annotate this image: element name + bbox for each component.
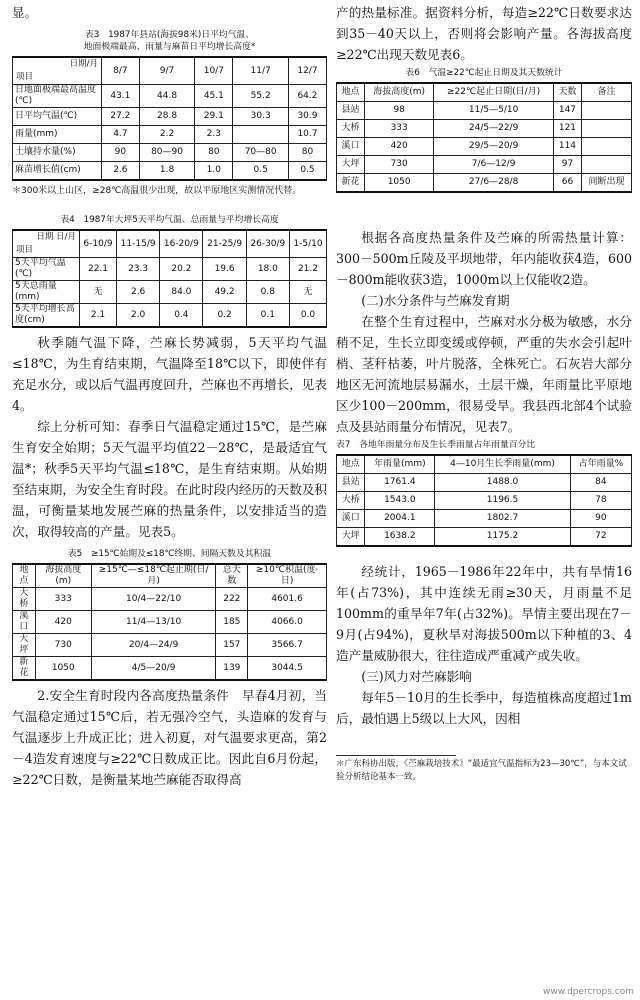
t4-col-header: 11-15/9 [117, 230, 160, 258]
t6-col-header: 海拔高度(m) [365, 83, 434, 102]
table-row [13, 588, 327, 611]
table-cell: 10/4—22/10 [91, 588, 216, 611]
paragraph-heat-standard: 产的热量标准。据资料分析，每造≥22℃日数要求达到35－40天以上，否则将会影响产量。各海拔高度≥22℃出现天数见表6。 [336, 5, 632, 62]
table-cell: 98 [365, 102, 434, 120]
table-cell: 新花 [13, 657, 36, 681]
section-wind-heading: (三)风力对苎麻影响 [361, 669, 472, 684]
table-row [337, 174, 632, 193]
table-cell: 66 [553, 174, 581, 193]
table-cell: 90 [102, 144, 140, 162]
section-water-heading: (二)水分条件与苎麻发育期 [361, 293, 510, 308]
table-cell: 溪口 [13, 611, 36, 634]
table-cell [581, 156, 631, 174]
table-cell: 420 [35, 611, 91, 634]
table-cell: 3044.5 [248, 657, 327, 681]
table-cell: 80 [288, 144, 326, 162]
table-cell: 大坪 [337, 156, 365, 174]
t6-col-header: 备注 [581, 83, 631, 102]
table-row [13, 126, 327, 144]
table-cell: 18.0 [246, 258, 289, 281]
table-3-note: ＊300米以上山区，≥28℃高温很少出现，故以平原地区实测情况代替。 [12, 186, 302, 196]
table-cell: 44.8 [139, 85, 195, 108]
paragraph-water: 在整个生育过程中，苎麻对水分极为敏感，水分稍不足，生长立即变缓或停顿，严重的失水会引起叶梢、茎秆枯萎，叶片脱落，全株死亡。石灰岩大部分地区无河流地层易漏水，土层干燥，年雨量比平原地区少100－200mm，很易受旱。我县西北部4个试验点及县站雨量分布情况，见表7。 [336, 314, 632, 434]
table-5-caption: 表5 ≥15℃始期及≤18℃终期、间隔天数及其积温 [67, 549, 272, 559]
paragraph-autumn: 秋季随气温下降，苎麻长势减弱，5天平均气温≤18℃，为生育结束期，气温降至18℃以下，即使伴有充足水分，或以后气温再度回升，苎麻也不再增长，见表4。 [12, 335, 327, 413]
row-label: 日平均气温(℃) [13, 108, 102, 126]
table-7-caption: 表7 各地年雨量分布及生长季雨量占年雨量百分比 [336, 440, 536, 450]
table-cell: 2.6 [117, 281, 160, 304]
table-cell: 730 [35, 634, 91, 657]
t3-col-header: 8/7 [102, 57, 140, 85]
table-cell: 730 [365, 156, 434, 174]
top-text: 显。 [12, 5, 38, 20]
table-row [337, 510, 632, 528]
table-cell: 64.2 [288, 85, 326, 108]
table-6 [336, 67, 632, 193]
t6-col-header: 地点 [337, 83, 365, 102]
table-cell: 1050 [365, 174, 434, 193]
table-3-corner [13, 57, 102, 85]
table-cell: 4.7 [102, 126, 140, 144]
table-3-corner-bottom: 项目 [16, 72, 34, 82]
table-row [13, 634, 327, 657]
table-cell: 2.1 [80, 304, 117, 328]
table-cell: 3566.7 [248, 634, 327, 657]
table-row [13, 304, 327, 328]
table-cell: 7/6—12/9 [434, 156, 554, 174]
paragraph-drought: 经统计，1965－1986年22年中，共有旱情16年(占73%)，其中连续无雨≥30天，月雨量不足100mm的重旱年7年(占32%)。旱情主要出现在7－9月(占94%)，夏秋旱对海拔500m以下种植的3、4造产量威胁很大，往往造成严重减产或失收。 [336, 564, 632, 663]
table-cell: 84 [570, 474, 631, 492]
table-row [337, 120, 632, 138]
table-cell: 49.2 [203, 281, 246, 304]
table-cell: 无 [289, 281, 326, 304]
row-label: 5天平均气温(℃) [13, 258, 80, 281]
table-cell: 78 [570, 492, 631, 510]
t5-col-header: 地点 [13, 564, 36, 588]
table-row [337, 138, 632, 156]
table-7-grid [336, 454, 632, 547]
t7-col-header: 占年雨量% [570, 455, 631, 474]
table-cell: 2004.1 [365, 510, 435, 528]
footnote: ＊广东科协出版，《苎麻栽培技术》“最适宜气温指标为23—30℃”，与本文试验分析结论基本一致。 [336, 759, 627, 782]
table-cell: 大坪 [13, 634, 36, 657]
table-cell: 11/4—13/10 [91, 611, 216, 634]
t5-col-header: ≥15℃—≤18℃起止期(日/月) [91, 564, 216, 588]
table-cell: 27.2 [102, 108, 140, 126]
table-cell: 1175.2 [435, 528, 571, 547]
table-cell: 2.0 [117, 304, 160, 328]
paragraph-heat-conditions: 2.安全生育时段内各高度热量条件 早春4月初，当气温稳定通过15℃后，若无强冷空气，头造麻的发育与气温逐步上升成正比；进入初夏，对气温要求更高，第2－4造发育速度与≥22℃日数成正比。因此自6月份起，≥22℃日数，是衡量某地苎麻能否取得高 [12, 688, 327, 787]
table-cell: 1488.0 [435, 474, 571, 492]
table-7 [336, 439, 632, 547]
table-cell: 1.8 [139, 162, 195, 181]
table-3 [12, 29, 327, 198]
table-row [13, 281, 327, 304]
table-4-caption: 表4 1987年大坪5天平均气温、总雨量与平均增长高度 [60, 215, 279, 225]
row-label: 雨量(mm) [13, 126, 102, 144]
table-cell: 23.3 [117, 258, 160, 281]
t4-col-header: 16-20/9 [160, 230, 203, 258]
t6-col-header: ≥22℃起止日期(日/月) [434, 83, 554, 102]
t4-col-header: 26-30/9 [246, 230, 289, 258]
table-4-corner-top: 日期 日/月 [36, 232, 76, 242]
table-cell: 0.4 [160, 304, 203, 328]
table-cell: 43.1 [102, 85, 140, 108]
table-cell: 80 [195, 144, 233, 162]
table-cell: 333 [365, 120, 434, 138]
table-cell: 420 [365, 138, 434, 156]
row-label: 日地面极端最高温度(℃) [13, 85, 102, 108]
table-cell: 114 [553, 138, 581, 156]
table-cell: 溪口 [337, 510, 365, 528]
table-row [337, 156, 632, 174]
table-cell: 55.2 [233, 85, 289, 108]
table-cell: 157 [216, 634, 248, 657]
t7-col-header: 年雨量(mm) [365, 455, 435, 474]
table-cell: 2.2 [139, 126, 195, 144]
table-5-grid [12, 563, 327, 681]
table-cell: 0.2 [203, 304, 246, 328]
table-cell: 1196.5 [435, 492, 571, 510]
table-cell: 97 [553, 156, 581, 174]
table-cell: 80—90 [139, 144, 195, 162]
table-4-grid [12, 229, 327, 328]
table-row [337, 528, 632, 547]
t5-col-header: 海拔高度(m) [35, 564, 91, 588]
table-cell [581, 102, 631, 120]
table-cell: 30.3 [233, 108, 289, 126]
table-cell: 间断出现 [581, 174, 631, 193]
table-cell: 大桥 [337, 120, 365, 138]
table-cell: 1638.2 [365, 528, 435, 547]
table-cell: 1.0 [195, 162, 233, 181]
paragraph-wind: 每年5－10月的生长季中，每造植株高度超过1m后，最怕遇上5级以上大风，因相 [336, 690, 632, 726]
table-4 [12, 214, 327, 328]
table-cell: 121 [553, 120, 581, 138]
t3-col-header: 10/7 [195, 57, 233, 85]
table-row [13, 85, 327, 108]
watermark: www.dpercrops.com [542, 987, 634, 997]
table-4-corner-bottom: 项目 [16, 245, 34, 255]
t3-col-header: 12/7 [288, 57, 326, 85]
table-3-caption: 表3 1987年县站(海拔98米)日平均气温、 [84, 30, 255, 40]
row-label: 麻苗增长值(cm) [13, 162, 102, 181]
table-cell: 72 [570, 528, 631, 547]
table-cell: 4066.0 [248, 611, 327, 634]
table-cell: 1543.0 [365, 492, 435, 510]
table-3-corner-top: 日期/月 [69, 59, 98, 69]
table-cell: 11/5—5/10 [434, 102, 554, 120]
table-cell: 84.0 [160, 281, 203, 304]
t4-col-header: 21-25/9 [203, 230, 246, 258]
table-cell [581, 120, 631, 138]
table-cell: 0.1 [246, 304, 289, 328]
table-row [13, 144, 327, 162]
table-cell: 大坪 [337, 528, 365, 547]
table-cell: 无 [80, 281, 117, 304]
t5-col-header: 总天数 [216, 564, 248, 588]
table-cell: 147 [553, 102, 581, 120]
t7-col-header: 地点 [337, 455, 365, 474]
table-cell: 0.0 [289, 304, 326, 328]
paragraph-summary: 综上分析可知：春季日气温稳定通过15℃，是苎麻生育安全始期；5天气温平均值22－28℃，是最适宜气温*；秋季5天平均气温≤18℃，是生育结束期。从始期至结束期，为安全生育时段。在此时段内经历的天数及积温，可衡量某地发展苎麻的热量条件，以安排适当的造次，取得较高的产量。见表5。 [12, 419, 327, 539]
table-4-corner [13, 230, 80, 258]
table-cell: 30.9 [288, 108, 326, 126]
table-cell: 溪口 [337, 138, 365, 156]
table-row [13, 108, 327, 126]
t6-col-header: 天数 [553, 83, 581, 102]
table-row [13, 258, 327, 281]
left-column [12, 0, 327, 790]
table-cell: 222 [216, 588, 248, 611]
table-5 [12, 548, 327, 681]
table-cell: 4/5—20/9 [91, 657, 216, 681]
table-cell: 2.3 [195, 126, 233, 144]
t3-col-header: 9/7 [139, 57, 195, 85]
t4-col-header: 6-10/9 [80, 230, 117, 258]
table-row [13, 657, 327, 681]
paragraph-harvest: 根据各高度热量条件及苎麻的所需热量计算：300－500m丘陵及平坝地带，年内能收获4造，600－800m能收获3造，1000m以上仅能收2造。 [336, 230, 632, 287]
table-cell: 1050 [35, 657, 91, 681]
table-cell [581, 138, 631, 156]
table-cell: 24/5—22/9 [434, 120, 554, 138]
table-cell: 90 [570, 510, 631, 528]
table-cell: 22.1 [80, 258, 117, 281]
table-row [337, 102, 632, 120]
row-label: 土壤持水量(%) [13, 144, 102, 162]
t3-col-header: 11/7 [233, 57, 289, 85]
footnote-rule [336, 755, 456, 756]
table-cell: 2.6 [102, 162, 140, 181]
t5-col-header: ≥10℃积温(度·日) [248, 564, 327, 588]
table-cell: 县站 [337, 102, 365, 120]
table-cell: 333 [35, 588, 91, 611]
table-cell: 139 [216, 657, 248, 681]
t4-col-header: 1-5/10 [289, 230, 326, 258]
table-cell: 县站 [337, 474, 365, 492]
table-row [337, 474, 632, 492]
table-cell: 20.2 [160, 258, 203, 281]
table-cell: 19.6 [203, 258, 246, 281]
table-cell: 29.1 [195, 108, 233, 126]
table-cell: 0.8 [246, 281, 289, 304]
table-cell: 29/5—20/9 [434, 138, 554, 156]
table-cell: 1802.7 [435, 510, 571, 528]
table-cell: 20/4—24/9 [91, 634, 216, 657]
table-cell: 70—80 [233, 144, 289, 162]
table-row [337, 492, 632, 510]
t7-col-header: 4—10月生长季雨量(mm) [435, 455, 571, 474]
table-cell: 0.5 [233, 162, 289, 181]
table-cell: 新花 [337, 174, 365, 193]
table-6-grid [336, 82, 632, 193]
table-cell: 1761.4 [365, 474, 435, 492]
table-row [13, 162, 327, 181]
table-cell: 27/6—28/8 [434, 174, 554, 193]
right-column [336, 0, 632, 784]
row-label: 5天总雨量(mm) [13, 281, 80, 304]
table-cell: 45.1 [195, 85, 233, 108]
table-cell: 大桥 [13, 588, 36, 611]
table-cell: 大桥 [337, 492, 365, 510]
table-6-caption: 表6 气温≥22℃起止日期及其天数统计 [405, 68, 563, 78]
table-cell: 28.8 [139, 108, 195, 126]
table-3-subcaption: 地面极端最高、雨量与麻苗日平均增长高度* [83, 42, 256, 52]
table-cell [233, 126, 289, 144]
table-cell: 0.5 [288, 162, 326, 181]
table-row [13, 611, 327, 634]
table-cell: 185 [216, 611, 248, 634]
table-cell: 10.7 [288, 126, 326, 144]
table-3-grid [12, 56, 327, 181]
row-label: 5天平均增长高度(cm) [13, 304, 80, 328]
table-cell: 4601.6 [248, 588, 327, 611]
table-cell: 21.2 [289, 258, 326, 281]
